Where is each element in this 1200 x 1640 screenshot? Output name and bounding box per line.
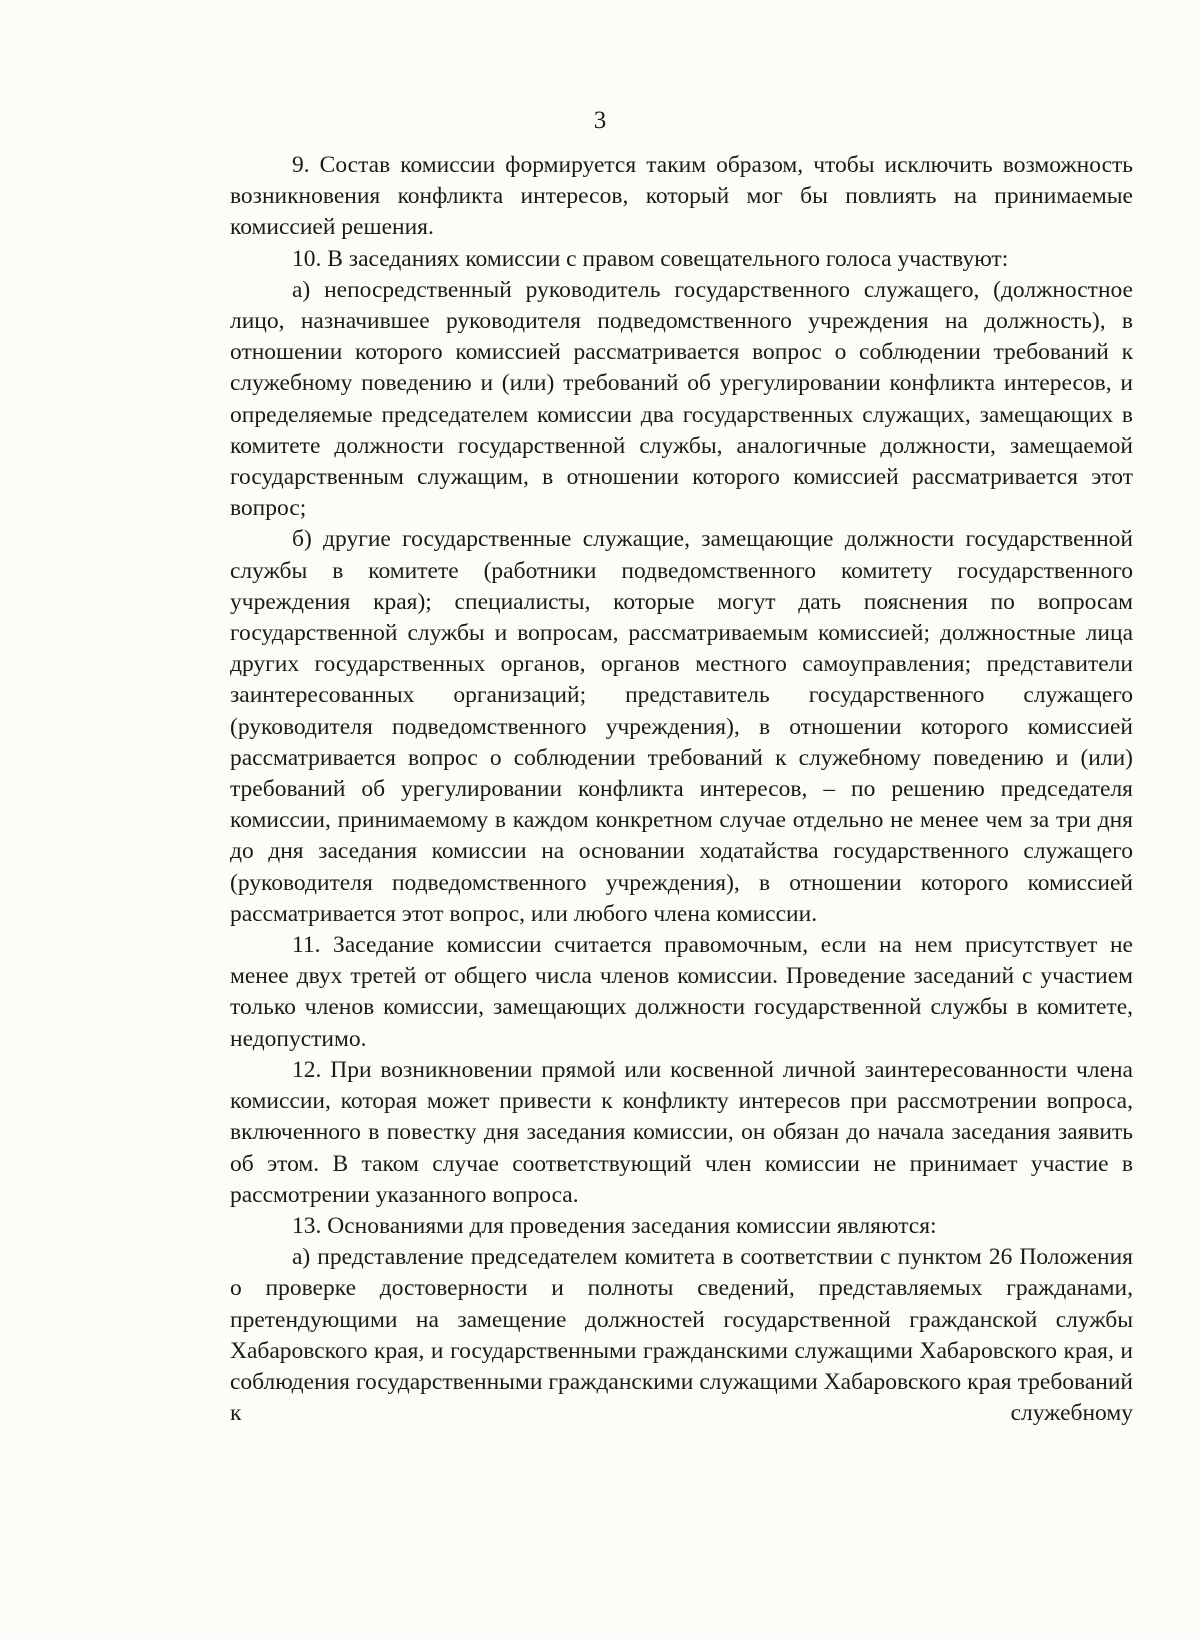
paragraph-12: 12. При возникновении прямой или косвенной личной заинтересованности члена комиссии, которая может привести к конфликту интересов при рассмотрении вопроса, включенного в повестку дня заседания комиссии, он обязан до начала заседания заявить об этом. В таком случае соответствующий член комиссии не принимает участие в рассмотрении указанного вопроса. <box>230 1056 1133 1208</box>
page-number: 3 <box>593 107 607 134</box>
paragraph-10: 10. В заседаниях комиссии с правом совещательного голоса участвуют: <box>292 245 1009 272</box>
paragraph-9: 9. Состав комиссии формируется таким образом, чтобы исключить возможность возникновения конфликта интересов, который мог бы повлиять на принимаемые комиссией решения. <box>230 152 1133 241</box>
paragraph-11: 11. Заседание комиссии считается правомочным, если на нем присутствует не менее двух третей от общего числа членов комиссии. Проведение заседаний с участием только членов комиссии, замещающих должности государственной службы в комитете, недопустимо. <box>230 932 1133 1052</box>
paragraph-10-b: б) другие государственные служащие, замещающие должности государственной службы в комитете (работники подведомственного комитету государственного учреждения края); специалисты, которые могут дать пояснения по вопросам государственной службы и вопросам, рассматриваемым комиссией; должностные лица других государственных органов, органов местного самоуправления; представители заинтересованных организаций; представитель государственного служащего (руководителя подведомственного учреждения), в отношении которого комиссией рассматривается вопрос о соблюдении требований к служебному поведению и (или) требований об урегулировании конфликта интересов, – по решению председателя комиссии, принимаемому в каждом конкретном случае отдельно не менее чем за три дня до дня заседания комиссии на основании ходатайства государственного служащего (руководителя подведомственного учреждения), в отношении которого комиссией рассматривается этот вопрос, или любого члена комиссии. <box>230 526 1133 927</box>
paragraph-13: 13. Основаниями для проведения заседания комиссии являются: <box>292 1212 937 1239</box>
paragraph-13-a: а) представление председателем комитета в соответствии с пунктом 26 Положения о проверке достоверности и полноты сведений, представляемых гражданами, претендующими на замещение должностей государственной гражданской службы Хабаровского края, и государственными гражданскими служащими Хабаровского края, и соблюдения государственными гражданскими служащими Хабаровского края требований к служебному <box>230 1244 1133 1427</box>
paragraph-10-a: а) непосредственный руководитель государственного служащего, (должностное лицо, назначившее руководителя подведомственного учреждения на должность), в отношении которого комиссией рассматривается вопрос о соблюдении требований к служебному поведению и (или) требований об урегулировании конфликта интересов, и определяемые председателем комиссии два государственных служащих, замещающих в комитете должности государственной службы, аналогичные должности, замещаемой государственным служащим, в отношении которого комиссией рассматривается этот вопрос; <box>230 276 1133 522</box>
document-body <box>230 150 1133 1429</box>
